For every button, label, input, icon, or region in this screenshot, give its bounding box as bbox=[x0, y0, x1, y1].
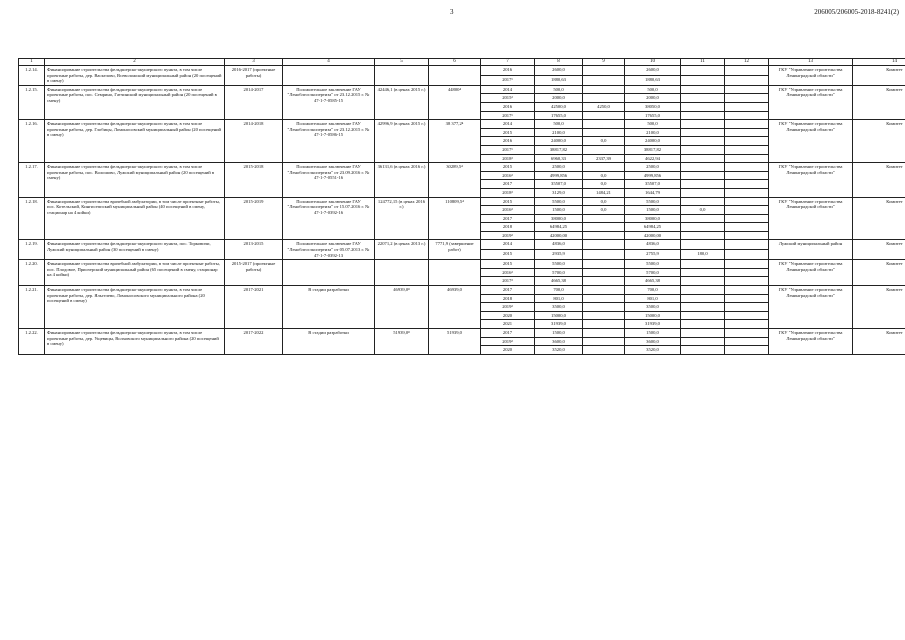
row-period: 2014-2018 bbox=[225, 120, 283, 163]
sub-cell: 17655,0 bbox=[625, 111, 681, 120]
empty-cell bbox=[725, 250, 769, 260]
sub-cell bbox=[583, 286, 625, 295]
sub-cell: 2100,0 bbox=[625, 128, 681, 137]
empty-cell bbox=[725, 294, 769, 303]
document-reference: 206005/206005-2018-8241(2) bbox=[814, 8, 899, 16]
row-id: 1.2.21. bbox=[19, 286, 45, 329]
sub-cell: 2017² bbox=[481, 277, 535, 286]
sub-cell bbox=[681, 75, 725, 85]
row-cost: 46939,0⁸ bbox=[375, 286, 429, 329]
column-header: 4 bbox=[283, 59, 375, 66]
column-header: 7 bbox=[481, 59, 535, 66]
sub-cell: 4836,0 bbox=[625, 240, 681, 250]
empty-cell bbox=[725, 329, 769, 338]
sub-cell: 2600,0 bbox=[625, 66, 681, 76]
sub-cell: 2015² bbox=[481, 94, 535, 103]
sub-cell bbox=[583, 250, 625, 260]
sub-cell bbox=[681, 223, 725, 232]
sub-cell: 801,0 bbox=[625, 294, 681, 303]
sub-cell bbox=[583, 231, 625, 240]
row-expertise bbox=[283, 260, 375, 286]
table-row bbox=[19, 85, 905, 94]
row-expertise: Положительное заключение ГАУ "Леноблгосэкспертиза" от 15.07.2016 г. № 47-1-7-0392-16 bbox=[283, 197, 375, 240]
empty-cell bbox=[725, 197, 769, 206]
empty-cell bbox=[725, 120, 769, 129]
sub-cell: 2017 bbox=[481, 329, 535, 338]
empty-cell bbox=[725, 320, 769, 329]
empty-cell bbox=[725, 75, 769, 85]
empty-cell bbox=[725, 154, 769, 163]
row-expertise: Положительное заключение ГАУ "Леноблгосэкспертиза" от 23.09.2016 г. № 47-1-7-0551-16 bbox=[283, 163, 375, 197]
sub-cell: 2017 bbox=[481, 286, 535, 295]
row-expertise bbox=[283, 66, 375, 86]
sub-cell bbox=[681, 260, 725, 269]
sub-cell bbox=[583, 303, 625, 312]
empty-cell bbox=[725, 260, 769, 269]
sub-cell: 2014 bbox=[481, 120, 535, 129]
row-customer: ГКУ "Управление строительства Ленинградской области" bbox=[769, 66, 853, 86]
page-number: 3 bbox=[450, 8, 454, 16]
row-customer: ГКУ "Управление строительства Ленинградской области" bbox=[769, 286, 853, 329]
sub-cell: 180,0 bbox=[681, 250, 725, 260]
sub-cell bbox=[583, 329, 625, 338]
sub-cell: 2014 bbox=[481, 85, 535, 94]
sub-cell: 0,0 bbox=[583, 206, 625, 215]
empty-cell bbox=[725, 66, 769, 76]
sub-cell bbox=[681, 268, 725, 277]
row-committee: Комитет bbox=[853, 85, 905, 119]
column-header: 11 bbox=[681, 59, 725, 66]
sub-cell: 2021 bbox=[481, 320, 535, 329]
sub-cell: 700,0 bbox=[535, 286, 583, 295]
sub-cell bbox=[583, 260, 625, 269]
row-expertise: Положительное заключение ГАУ "Леноблгосэкспертиза" от 23.12.2015 г. № 47-1-7-0585-15 bbox=[283, 85, 375, 119]
empty-cell bbox=[725, 94, 769, 103]
table-row bbox=[19, 260, 905, 269]
row-expertise: В стадии разработки bbox=[283, 286, 375, 329]
row-customer: ГКУ "Управление строительства Ленинградской области" bbox=[769, 163, 853, 197]
sub-cell: 2014 bbox=[481, 240, 535, 250]
table-row bbox=[19, 197, 905, 206]
sub-cell: 2017¹ bbox=[481, 145, 535, 154]
row-cost: 42996,9 (в ценах 2015 г.) bbox=[375, 120, 429, 163]
sub-cell: 1880,63 bbox=[625, 75, 681, 85]
sub-cell: 3520,0 bbox=[535, 346, 583, 355]
sub-cell: 24000,0 bbox=[625, 137, 681, 146]
row-id: 1.2.17. bbox=[19, 163, 45, 197]
sub-cell: 2017¹ bbox=[481, 75, 535, 85]
sub-cell: 2018² bbox=[481, 188, 535, 197]
sub-cell: 6960,33 bbox=[535, 154, 583, 163]
row-id: 1.2.20. bbox=[19, 260, 45, 286]
sub-cell: 38050,0 bbox=[625, 102, 681, 111]
sub-cell bbox=[681, 111, 725, 120]
table-row bbox=[19, 66, 905, 76]
sub-cell bbox=[681, 102, 725, 111]
row-committee: Комитет bbox=[853, 120, 905, 163]
sub-cell: 3600,0 bbox=[535, 337, 583, 346]
sub-cell bbox=[681, 137, 725, 146]
sub-cell: 0,0 bbox=[583, 171, 625, 180]
sub-cell: 38000,0 bbox=[625, 214, 681, 223]
row-expertise: В стадии разработки bbox=[283, 329, 375, 355]
sub-cell bbox=[583, 223, 625, 232]
empty-cell bbox=[725, 171, 769, 180]
sub-cell: 700,0 bbox=[625, 286, 681, 295]
sub-cell: 2020 bbox=[481, 311, 535, 320]
sub-cell: 38817,82 bbox=[625, 145, 681, 154]
row-customer: Лужский муниципальный район bbox=[769, 240, 853, 260]
row-committee: Комитет bbox=[853, 197, 905, 240]
empty-cell bbox=[725, 180, 769, 189]
sub-cell: 0,0 bbox=[583, 137, 625, 146]
sub-cell: 5700,0 bbox=[535, 268, 583, 277]
row-id: 1.2.14. bbox=[19, 66, 45, 86]
row-description: Финансирование строительства фельдшерско-акушерского пункта, в том числе проектные работы, дер. Ущевицы, Волховского муниципального района (20 посещений в смену) bbox=[45, 329, 225, 355]
empty-cell bbox=[725, 303, 769, 312]
row-cost: 22071,2 (в ценах 2013 г.) bbox=[375, 240, 429, 260]
row-capacity: 110809,5⁴ bbox=[429, 197, 481, 240]
row-capacity: 30289,5⁴ bbox=[429, 163, 481, 197]
sub-cell bbox=[681, 277, 725, 286]
sub-cell: 2016 bbox=[481, 102, 535, 111]
row-capacity: 38 377,2⁴ bbox=[429, 120, 481, 163]
sub-cell: 1500,0 bbox=[625, 329, 681, 338]
sub-cell bbox=[681, 240, 725, 250]
row-expertise: Положительное заключение ГАУ "Леноблгосэкспертиза" от 05.07.2013 г. № 47-1-7-0392-13 bbox=[283, 240, 375, 260]
sub-cell bbox=[583, 240, 625, 250]
sub-cell: 1644,79 bbox=[625, 188, 681, 197]
sub-cell: 3129,0 bbox=[535, 188, 583, 197]
column-header: 12 bbox=[725, 59, 769, 66]
sub-cell bbox=[681, 311, 725, 320]
row-description: Финансирование строительства фельдшерско-акушерского пункта, в том числе проектные работы, пос. Волошово, Лужский муниципальный район (20 посещений в смену) bbox=[45, 163, 225, 197]
sub-cell: 5500,0 bbox=[625, 197, 681, 206]
sub-cell: 2015 bbox=[481, 128, 535, 137]
sub-cell: 2019² bbox=[481, 337, 535, 346]
sub-cell: 2015 bbox=[481, 250, 535, 260]
sub-cell: 2016² bbox=[481, 268, 535, 277]
row-period: 2017-2021 bbox=[225, 286, 283, 329]
row-description: Финансирование строительства врачебной амбулатории, в том числе проектные работы, пос. Плодовое, Приозерский муниципальный район (65 посещений в смену, стационар на 4 койки) bbox=[45, 260, 225, 286]
sub-cell: 2500,0 bbox=[625, 163, 681, 172]
table-row bbox=[19, 286, 905, 295]
table-row bbox=[19, 120, 905, 129]
sub-cell bbox=[681, 188, 725, 197]
column-header: 1 bbox=[19, 59, 45, 66]
sub-cell: 31939,0 bbox=[625, 320, 681, 329]
sub-cell: 500,0 bbox=[535, 85, 583, 94]
row-period: 2014-2017 bbox=[225, 85, 283, 119]
row-description: Финансирование строительства фельдшерско-акушерского пункта, в том числе проектные работы, дер. Васкелово, Всеволожский муниципальный район (20 посещений в смену) bbox=[45, 66, 225, 86]
row-period: 2015-2019 bbox=[225, 197, 283, 240]
sub-cell: 2000,0 bbox=[625, 94, 681, 103]
sub-cell: 2016 bbox=[481, 137, 535, 146]
row-capacity bbox=[429, 260, 481, 286]
column-header: 10 bbox=[625, 59, 681, 66]
sub-cell bbox=[681, 346, 725, 355]
financing-table bbox=[18, 58, 905, 355]
sub-cell: 2017 bbox=[481, 180, 535, 189]
sub-cell: 2016² bbox=[481, 171, 535, 180]
sub-cell: 2100,0 bbox=[535, 128, 583, 137]
sub-cell bbox=[681, 154, 725, 163]
sub-cell: 2015 bbox=[481, 163, 535, 172]
empty-cell bbox=[725, 188, 769, 197]
row-description: Финансирование строительства фельдшерско-акушерского пункта, пос. Торковичи, Лужский муниципальный район (30 посещений в смену) bbox=[45, 240, 225, 260]
sub-cell: 38817,82 bbox=[535, 145, 583, 154]
row-capacity: 7771,9 (завершение работ) bbox=[429, 240, 481, 260]
sub-cell bbox=[681, 337, 725, 346]
row-capacity: 44800⁴ bbox=[429, 85, 481, 119]
sub-cell bbox=[681, 145, 725, 154]
sub-cell bbox=[681, 197, 725, 206]
empty-cell bbox=[725, 240, 769, 250]
sub-cell: 0,0 bbox=[583, 180, 625, 189]
row-cost: 51939,0⁸ bbox=[375, 329, 429, 355]
sub-cell: 2018 bbox=[481, 294, 535, 303]
sub-cell bbox=[583, 277, 625, 286]
empty-cell bbox=[725, 102, 769, 111]
empty-cell bbox=[725, 268, 769, 277]
sub-cell bbox=[681, 214, 725, 223]
table-row bbox=[19, 163, 905, 172]
sub-cell: 500,0 bbox=[535, 120, 583, 129]
sub-cell bbox=[681, 294, 725, 303]
sub-cell bbox=[583, 66, 625, 76]
row-id: 1.2.19. bbox=[19, 240, 45, 260]
row-period: 2013-2015 bbox=[225, 240, 283, 260]
sub-cell: 5700,0 bbox=[625, 268, 681, 277]
sub-cell: 2755,9 bbox=[625, 250, 681, 260]
column-header: 6 bbox=[429, 59, 481, 66]
table-row bbox=[19, 240, 905, 250]
column-header: 3 bbox=[225, 59, 283, 66]
sub-cell: 42000,00 bbox=[535, 231, 583, 240]
row-capacity: 46939,0 bbox=[429, 286, 481, 329]
empty-cell bbox=[725, 85, 769, 94]
sub-cell bbox=[681, 171, 725, 180]
empty-cell bbox=[725, 277, 769, 286]
sub-cell: 35507,0 bbox=[535, 180, 583, 189]
sub-cell: 2015 bbox=[481, 197, 535, 206]
sub-cell: 2016² bbox=[481, 206, 535, 215]
sub-cell bbox=[681, 320, 725, 329]
row-description: Финансирование строительства врачебной амбулатории, в том числе проектные работы, пос. Котельский, Кингисеппский муниципальный район (40 посещений в смену, стационар на 4 койки) bbox=[45, 197, 225, 240]
sub-cell bbox=[583, 163, 625, 172]
sub-cell bbox=[681, 128, 725, 137]
sub-cell: 2018 bbox=[481, 223, 535, 232]
empty-cell bbox=[725, 145, 769, 154]
sub-cell: 2019² bbox=[481, 303, 535, 312]
sub-cell bbox=[583, 346, 625, 355]
sub-cell: 64984,25 bbox=[535, 223, 583, 232]
sub-cell: 4836,0 bbox=[535, 240, 583, 250]
table-body bbox=[19, 59, 905, 355]
row-description: Финансирование строительства фельдшерско-акушерского пункта, в том числе проектные работы, пос. Семрино, Гатчинский муниципальный район (20 посещений в смену) bbox=[45, 85, 225, 119]
sub-cell: 2015 bbox=[481, 260, 535, 269]
empty-cell bbox=[725, 337, 769, 346]
sub-cell: 2017 bbox=[481, 214, 535, 223]
sub-cell: 3600,0 bbox=[625, 337, 681, 346]
sub-cell: 4665,38 bbox=[535, 277, 583, 286]
row-capacity bbox=[429, 66, 481, 86]
sub-cell: 801,0 bbox=[535, 294, 583, 303]
row-cost: 36131,6 (в ценах 2016 г.) bbox=[375, 163, 429, 197]
sub-cell: 4999,856 bbox=[535, 171, 583, 180]
sub-cell: 3500,0 bbox=[535, 303, 583, 312]
sub-cell: 4622,94 bbox=[625, 154, 681, 163]
empty-cell bbox=[725, 111, 769, 120]
sub-cell: 2020 bbox=[481, 346, 535, 355]
sub-cell: 17655,0 bbox=[535, 111, 583, 120]
sub-cell bbox=[681, 163, 725, 172]
sub-cell bbox=[583, 268, 625, 277]
empty-cell bbox=[725, 311, 769, 320]
row-capacity: 51939,0 bbox=[429, 329, 481, 355]
sub-cell: 1500,0 bbox=[535, 206, 583, 215]
empty-cell bbox=[725, 223, 769, 232]
sub-cell: 15000,0 bbox=[535, 311, 583, 320]
sub-cell bbox=[681, 180, 725, 189]
sub-cell bbox=[681, 231, 725, 240]
row-committee: Комитет bbox=[853, 260, 905, 286]
row-period: 2016-2017 (проектные работы) bbox=[225, 66, 283, 86]
sub-cell bbox=[583, 294, 625, 303]
sub-cell: 2935,9 bbox=[535, 250, 583, 260]
sub-cell: 0,0 bbox=[583, 197, 625, 206]
sub-cell bbox=[583, 320, 625, 329]
sub-cell bbox=[583, 214, 625, 223]
row-committee: Комитет bbox=[853, 240, 905, 260]
column-header: 9 bbox=[583, 59, 625, 66]
sub-cell bbox=[681, 120, 725, 129]
sub-cell bbox=[583, 94, 625, 103]
sub-cell bbox=[681, 94, 725, 103]
row-customer: ГКУ "Управление строительства Ленинградской области" bbox=[769, 260, 853, 286]
sub-cell bbox=[681, 286, 725, 295]
column-header: 5 bbox=[375, 59, 429, 66]
row-cost: 42446,1 (в ценах 2015 г.) bbox=[375, 85, 429, 119]
row-cost bbox=[375, 66, 429, 86]
row-committee: Комитет bbox=[853, 286, 905, 329]
sub-cell bbox=[583, 145, 625, 154]
sub-cell bbox=[583, 311, 625, 320]
column-header: 14 bbox=[853, 59, 905, 66]
empty-cell bbox=[725, 346, 769, 355]
row-description: Финансирование строительства фельдшерско-акушерского пункта, в том числе проектные работы, дер. Глобицы, Ломоносовский муниципальный район (20 посещений в смену) bbox=[45, 120, 225, 163]
sub-cell bbox=[583, 120, 625, 129]
row-committee: Комитет bbox=[853, 329, 905, 355]
row-customer: ГКУ "Управление строительства Ленинградской области" bbox=[769, 120, 853, 163]
sub-cell: 2017¹ bbox=[481, 111, 535, 120]
sub-cell bbox=[583, 128, 625, 137]
sub-cell: 3520,0 bbox=[625, 346, 681, 355]
sub-cell: 500,0 bbox=[625, 85, 681, 94]
row-cost: 124772,15 (в ценах 2016 г.) bbox=[375, 197, 429, 240]
sub-cell: 2600,0 bbox=[535, 66, 583, 76]
sub-cell: 2019² bbox=[481, 231, 535, 240]
sub-cell: 2018² bbox=[481, 154, 535, 163]
row-committee: Комитет bbox=[853, 163, 905, 197]
column-header: 13 bbox=[769, 59, 853, 66]
sub-cell bbox=[681, 66, 725, 76]
row-id: 1.2.16. bbox=[19, 120, 45, 163]
sub-cell: 15000,0 bbox=[625, 311, 681, 320]
row-period: 2015-2017 (проектные работы) bbox=[225, 260, 283, 286]
sub-cell: 35507,0 bbox=[625, 180, 681, 189]
column-header: 8 bbox=[535, 59, 583, 66]
sub-cell: 2337,39 bbox=[583, 154, 625, 163]
sub-cell: 42500,0 bbox=[535, 102, 583, 111]
row-customer: ГКУ "Управление строительства Ленинградской области" bbox=[769, 197, 853, 240]
empty-cell bbox=[725, 163, 769, 172]
sub-cell: 24000,0 bbox=[535, 137, 583, 146]
row-description: Финансирование строительства фельдшерско-акушерского пункта, в том числе проектные работы, дер. Яльгелево, Ломоносовского муниципального района (20 посещений в смену) bbox=[45, 286, 225, 329]
empty-cell bbox=[725, 286, 769, 295]
sub-cell: 0,0 bbox=[681, 206, 725, 215]
sub-cell: 1500,0 bbox=[625, 206, 681, 215]
sub-cell: 500,0 bbox=[625, 120, 681, 129]
sub-cell: 4999,856 bbox=[625, 171, 681, 180]
row-expertise: Положительное заключение ГАУ "Леноблгосэкспертиза" от 23.12.2015 г. № 47-1-7-0586-15 bbox=[283, 120, 375, 163]
empty-cell bbox=[725, 128, 769, 137]
sub-cell bbox=[681, 303, 725, 312]
row-period: 2017-2022 bbox=[225, 329, 283, 355]
column-header: 2 bbox=[45, 59, 225, 66]
sub-cell bbox=[681, 85, 725, 94]
sub-cell: 2500,0 bbox=[535, 163, 583, 172]
sub-cell: 4665,38 bbox=[625, 277, 681, 286]
sub-cell: 31939,0 bbox=[535, 320, 583, 329]
empty-cell bbox=[725, 206, 769, 215]
sub-cell: 64984,25 bbox=[625, 223, 681, 232]
table-row bbox=[19, 329, 905, 338]
row-customer: ГКУ "Управление строительства Ленинградской области" bbox=[769, 85, 853, 119]
sub-cell: 2016 bbox=[481, 66, 535, 76]
sub-cell bbox=[583, 85, 625, 94]
sub-cell: 1484,21 bbox=[583, 188, 625, 197]
sub-cell: 4250,0 bbox=[583, 102, 625, 111]
sub-cell bbox=[583, 337, 625, 346]
row-cost bbox=[375, 260, 429, 286]
sub-cell: 3500,0 bbox=[625, 303, 681, 312]
sub-cell: 5500,0 bbox=[535, 197, 583, 206]
empty-cell bbox=[725, 137, 769, 146]
sub-cell bbox=[583, 111, 625, 120]
row-committee: Комитет bbox=[853, 66, 905, 86]
row-customer: ГКУ "Управление строительства Ленинградской области" bbox=[769, 329, 853, 355]
sub-cell bbox=[583, 75, 625, 85]
sub-cell bbox=[681, 329, 725, 338]
empty-cell bbox=[725, 214, 769, 223]
sub-cell: 42000,00 bbox=[625, 231, 681, 240]
row-id: 1.2.22. bbox=[19, 329, 45, 355]
sub-cell: 1500,0 bbox=[535, 329, 583, 338]
row-id: 1.2.15. bbox=[19, 85, 45, 119]
sub-cell: 5500,0 bbox=[625, 260, 681, 269]
sub-cell: 1880,63 bbox=[535, 75, 583, 85]
header-row bbox=[19, 59, 905, 66]
row-id: 1.2.18. bbox=[19, 197, 45, 240]
row-period: 2015-2018 bbox=[225, 163, 283, 197]
sub-cell: 5500,0 bbox=[535, 260, 583, 269]
sub-cell: 2000,0 bbox=[535, 94, 583, 103]
empty-cell bbox=[725, 231, 769, 240]
sub-cell: 38000,0 bbox=[535, 214, 583, 223]
